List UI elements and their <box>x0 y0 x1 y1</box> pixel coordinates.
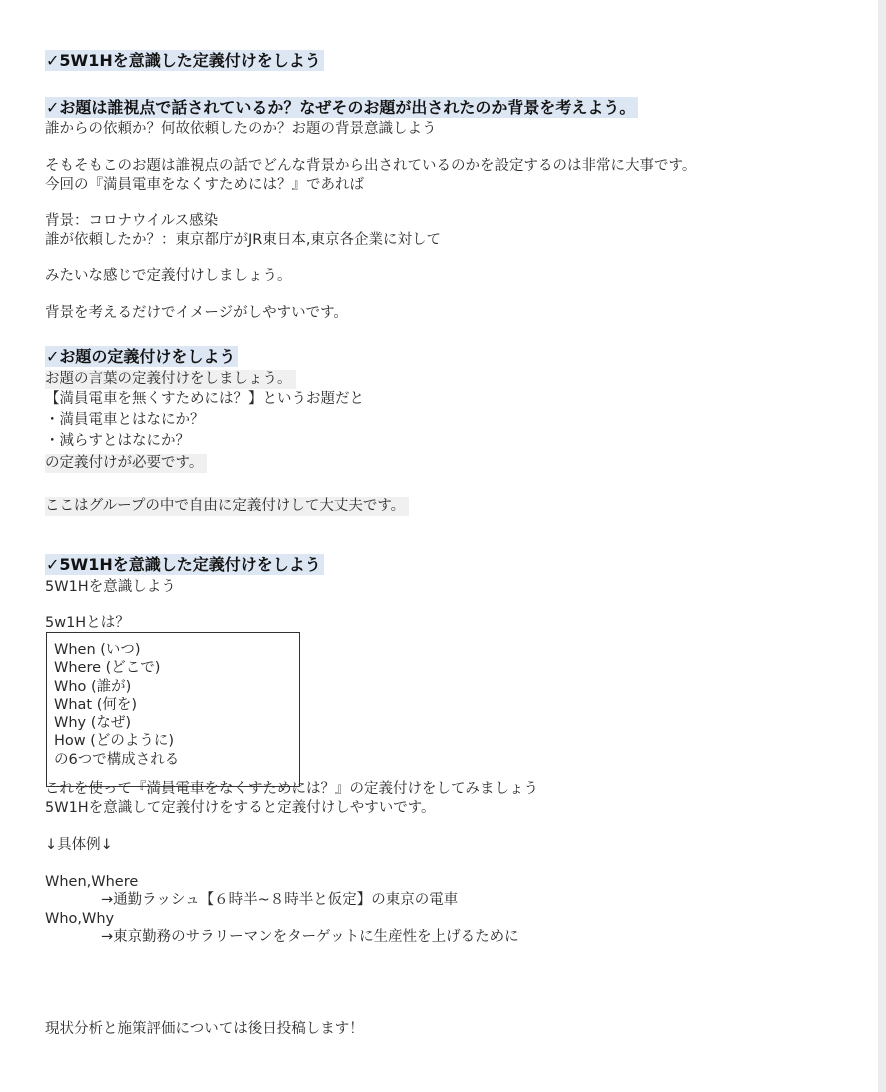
text-line: そもそもこのお題は誰視点の話でどんな背景から出されているのかを設定するのは非常に大事です。 <box>45 158 697 174</box>
box-line: How (どのように) <box>54 733 175 750</box>
box-line: Who (誰が) <box>54 678 132 695</box>
text-line: ここはグループの中で自由に定義付けして大丈夫です。 <box>45 497 409 516</box>
example-label: When,Where <box>45 874 139 890</box>
box-line: Where (どこで) <box>54 660 161 677</box>
example-text: →通勤ラッシュ【６時半~８時半と仮定】の東京の電車 <box>101 892 459 908</box>
box-line: Why (なぜ) <box>54 715 132 732</box>
box-line: の6つで構成される <box>54 751 180 768</box>
box-line: What (何を) <box>54 696 138 713</box>
text-line: ・減らすとはなにか？ <box>45 433 190 449</box>
example-text: →東京勤務のサラリーマンをターゲットに生産性を上げるために <box>101 929 519 945</box>
5w1h-box <box>46 632 300 787</box>
scrollbar[interactable] <box>878 0 886 1092</box>
text-line: 今回の『満員電車をなくすためには？』であれば <box>45 177 364 193</box>
text-line: 背景を考えるだけでイメージがしやすいです。 <box>45 305 348 321</box>
heading-background: ✓お題は誰視点で話されているか？なぜそのお題が出されたのか背景を考えよう。 <box>45 97 638 118</box>
text-line: これを使って『満員電車をなくすためには？』の定義付けをしてみましょう <box>45 781 538 797</box>
footer-text: 現状分析と施策評価については後日投稿します！ <box>45 1021 364 1037</box>
text-line: みたいな感じで定義付けしましょう。 <box>45 268 292 284</box>
text-line: 誰が依頼したか？：東京都庁がJR東日本,東京各企業に対して <box>45 232 441 248</box>
text-line: 【満員電車を無くすためには？】というお題だと <box>45 391 364 407</box>
heading-5w1h: ✓5W1Hを意識した定義付けをしよう <box>45 554 324 575</box>
text-line: 5W1Hを意識しよう <box>45 579 176 595</box>
text-line: 5W1Hを意識して定義付けをすると定義付けしやすいです。 <box>45 800 436 816</box>
box-line: When (いつ) <box>54 642 141 658</box>
heading-definition: ✓お題の定義付けをしよう <box>45 346 238 367</box>
example-label: Who,Why <box>45 911 115 927</box>
text-line: ・満員電車とはなにか？ <box>45 412 205 428</box>
text-line: ↓具体例↓ <box>45 837 113 853</box>
text-line: の定義付けが必要です。 <box>45 454 207 473</box>
text-line: 5w1Hとは？ <box>45 615 130 631</box>
text-line: お題の言葉の定義付けをしましょう。 <box>45 370 296 389</box>
text-line: 背景：コロナウイルス感染 <box>45 213 219 229</box>
heading-5w1h-top: ✓5W1Hを意識した定義付けをしよう <box>45 50 324 71</box>
text-line: 誰からの依頼か？何故依頼したのか？お題の背景意識しよう <box>45 121 437 137</box>
